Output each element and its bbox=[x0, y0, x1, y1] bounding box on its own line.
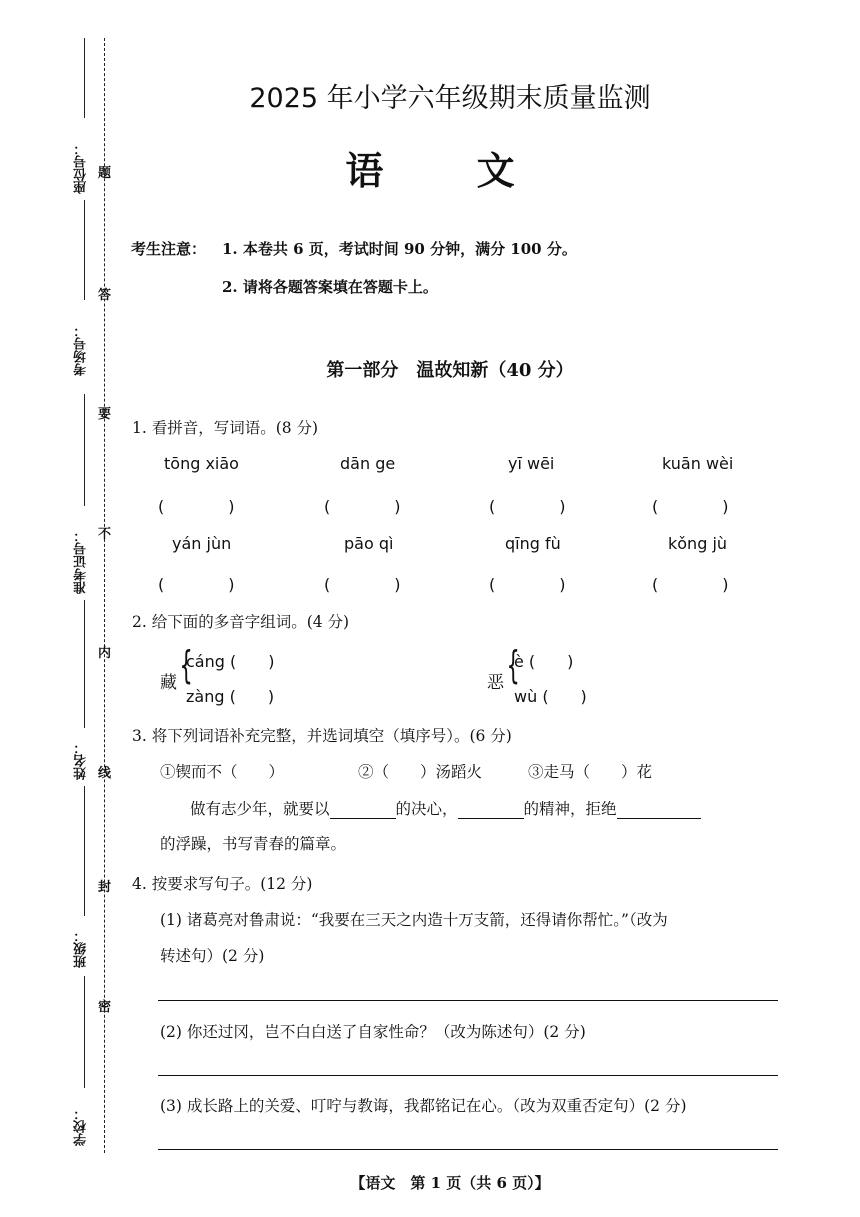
polyphone-char: 恶 bbox=[487, 673, 504, 693]
seal-char: 题 bbox=[98, 166, 112, 181]
sentence-text: 的决心， bbox=[395, 800, 458, 818]
fill-line bbox=[84, 394, 85, 506]
seal-char: 答 bbox=[98, 288, 112, 303]
polyphone-char: 藏 bbox=[160, 673, 177, 693]
seal-line bbox=[104, 38, 105, 1153]
idiom-item[interactable]: ②（ ）汤蹈火 bbox=[358, 763, 483, 781]
polyphone-reading[interactable]: wù ( ) bbox=[514, 687, 587, 706]
pinyin: qīng fù bbox=[505, 534, 561, 553]
seal-char: 密 bbox=[98, 1000, 112, 1015]
notice-line-2: 2. 请将各题答案填在答题卡上。 bbox=[222, 278, 438, 296]
question-4-2: (2) 你还过冈，岂不白白送了自家性命？（改为陈述句）(2 分) bbox=[160, 1023, 586, 1041]
brace-icon: { bbox=[506, 643, 520, 687]
question-4-3: (3) 成长路上的关爱、叮咛与教诲，我都铭记在心。（改为双重否定句）(2 分) bbox=[160, 1097, 687, 1115]
answer-blank[interactable]: ( ) bbox=[652, 497, 729, 516]
answer-blank[interactable]: ( ) bbox=[652, 575, 729, 594]
notice-label: 考生注意： bbox=[131, 240, 207, 258]
polyphone-reading[interactable]: è ( ) bbox=[514, 652, 574, 671]
fill-sentence-line-2: 的浮躁，书写青春的篇章。 bbox=[160, 835, 347, 853]
idiom-item[interactable]: ①锲而不（ ） bbox=[160, 763, 285, 781]
fill-sentence-line-1 bbox=[190, 797, 701, 819]
answer-blank[interactable]: ( ) bbox=[158, 497, 235, 516]
question-2-title: 2. 给下面的多音字组词。(4 分) bbox=[132, 613, 350, 631]
admission-number-label: 准考证号： bbox=[74, 529, 89, 594]
name-label: 姓名： bbox=[74, 741, 89, 780]
answer-blank[interactable]: ( ) bbox=[324, 497, 401, 516]
pinyin: dān ge bbox=[340, 454, 396, 473]
answer-line[interactable] bbox=[158, 1149, 778, 1150]
pinyin: yán jùn bbox=[172, 534, 232, 553]
notice-line-1: 1. 本卷共 6 页，考试时间 90 分钟，满分 100 分。 bbox=[222, 240, 577, 258]
seat-number-label: 座位号： bbox=[74, 142, 89, 194]
seal-char: 不 bbox=[98, 527, 112, 542]
part-title: 第一部分 温故知新（40 分） bbox=[326, 360, 574, 381]
pinyin: kuān wèi bbox=[662, 454, 734, 473]
question-4-1-cont: 转述句）(2 分) bbox=[160, 947, 265, 965]
answer-line[interactable] bbox=[158, 1075, 778, 1076]
pinyin: kǒng jù bbox=[668, 534, 728, 553]
answer-blank[interactable]: ( ) bbox=[324, 575, 401, 594]
seal-char: 内 bbox=[98, 646, 112, 661]
fill-line bbox=[84, 976, 85, 1088]
answer-blank[interactable]: ( ) bbox=[489, 575, 566, 594]
fill-line bbox=[84, 200, 85, 300]
fill-blank[interactable] bbox=[458, 800, 524, 819]
school-label: 学校： bbox=[74, 1107, 89, 1146]
pinyin: pāo qì bbox=[344, 534, 394, 553]
pinyin: yī wēi bbox=[508, 454, 555, 473]
fill-blank[interactable] bbox=[617, 800, 701, 819]
fill-blank[interactable] bbox=[330, 800, 396, 819]
class-label: 班级： bbox=[74, 929, 89, 968]
sentence-text: 做有志少年，就要以 bbox=[190, 800, 330, 818]
answer-blank[interactable]: ( ) bbox=[489, 497, 566, 516]
seal-char: 线 bbox=[98, 766, 112, 781]
polyphone-reading[interactable]: zàng ( ) bbox=[186, 687, 275, 706]
answer-blank[interactable]: ( ) bbox=[158, 575, 235, 594]
subject-title: 语 文 bbox=[345, 149, 555, 193]
pinyin: tōng xiāo bbox=[164, 454, 239, 473]
answer-line[interactable] bbox=[158, 1000, 778, 1001]
question-4-title: 4. 按要求写句子。(12 分) bbox=[132, 875, 313, 893]
sentence-text: 的精神，拒绝 bbox=[523, 800, 617, 818]
question-1-title: 1. 看拼音，写词语。(8 分) bbox=[132, 419, 319, 437]
question-3-title: 3. 将下列词语补充完整，并选词填空（填序号）。(6 分) bbox=[132, 727, 512, 745]
question-4-1: (1) 诸葛亮对鲁肃说：“我要在三天之内造十万支箭，还得请你帮忙。”（改为 bbox=[160, 911, 668, 929]
brace-icon: { bbox=[179, 643, 193, 687]
exam-room-label: 考场号： bbox=[74, 324, 89, 376]
exam-title: 2025 年小学六年级期末质量监测 bbox=[249, 83, 651, 114]
seal-char: 封 bbox=[98, 880, 112, 895]
idiom-item[interactable]: ③走马（ ）花 bbox=[528, 763, 653, 781]
fill-line bbox=[84, 600, 85, 728]
polyphone-reading[interactable]: cáng ( ) bbox=[186, 652, 275, 671]
fill-line bbox=[84, 786, 85, 916]
page-footer: 【语文 第 1 页（共 6 页）】 bbox=[350, 1174, 550, 1192]
seal-char: 要 bbox=[98, 407, 112, 422]
